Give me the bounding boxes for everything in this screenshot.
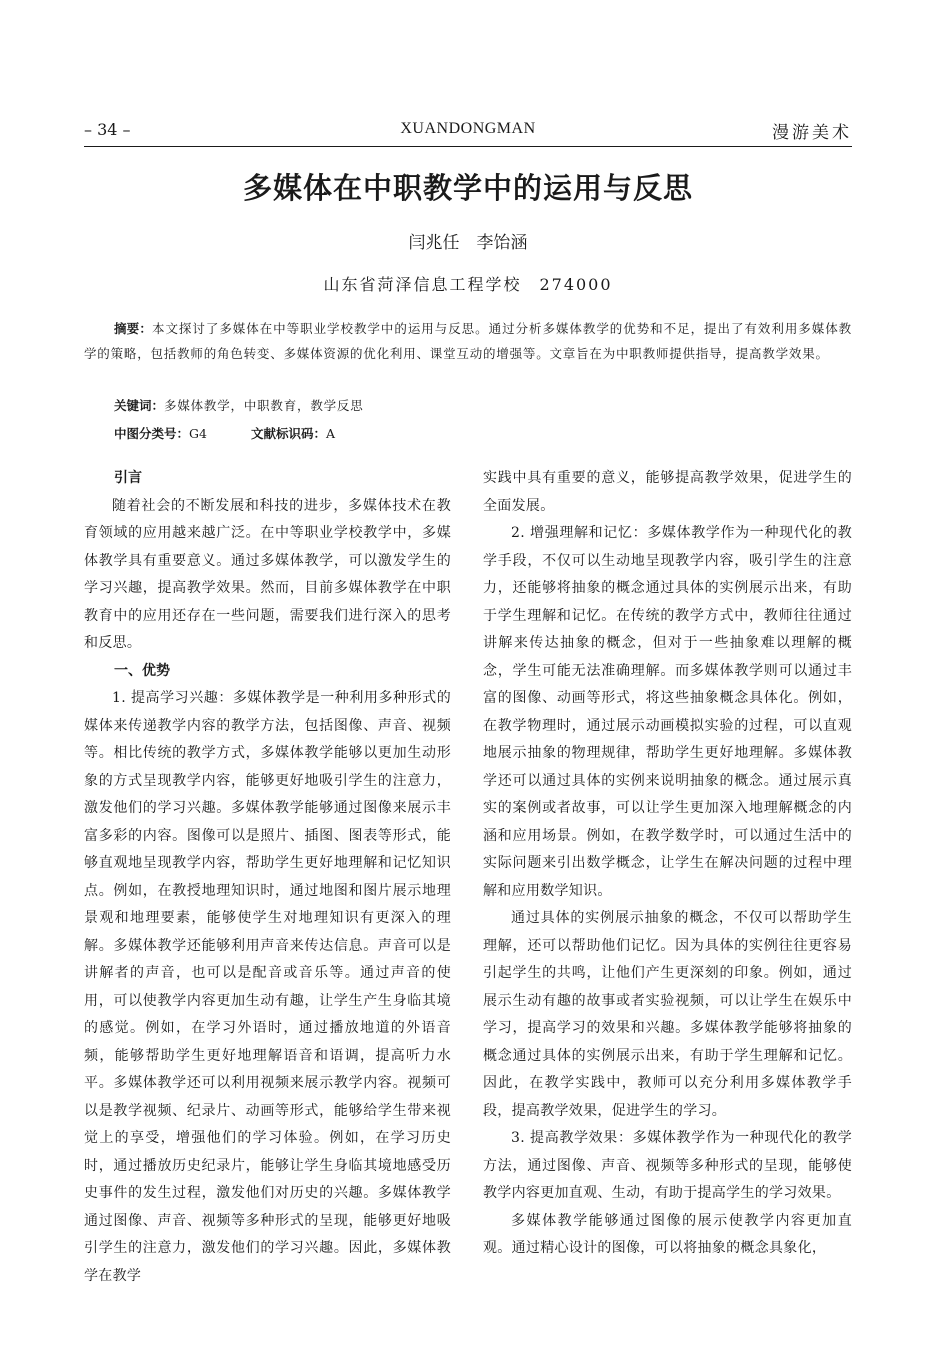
- doc-code-value: A: [325, 426, 336, 441]
- clc-label: 中图分类号：: [114, 426, 190, 441]
- authors: 闫兆任 李饴涵: [408, 233, 528, 253]
- intro-heading: 引言: [114, 470, 142, 486]
- journal-name: XUANDONGMAN: [400, 120, 536, 137]
- right-column: [483, 465, 852, 1263]
- classification-line: [114, 424, 335, 442]
- affiliation: 山东省菏泽信息工程学校 274000: [323, 275, 613, 294]
- keywords-label: 关键词：: [114, 398, 165, 413]
- continuation-paragraph: 实践中具有重要的意义，能够提高教学效果，促进学生的全面发展。: [483, 470, 852, 514]
- point2-paragraph: 2. 增强理解和记忆：多媒体教学作为一种现代化的教学手段，不仅可以生动地呈现教学内容，吸引学生的注意力，还能够将抽象的概念通过具体的实例展示出来，有助于学生理解和记忆。在传统的教学方式中，教师往往通过讲解来传达抽象的概念，但对于一些抽象难以理解的概念，学生可能无法准确理解。而多媒体教学则可以通过丰富的图像、动画等形式，将这些抽象概念具体化。例如，在教学物理时，通过展示动画模拟实验的过程，可以直观地展示抽象的物理规律，帮助学生更好地理解。多媒体教学还可以通过具体的实例来说明抽象的概念。通过展示真实的案例或者故事，可以让学生更加深入地理解概念的内涵和应用场景。例如，在教学数学时，可以通过生活中的实际问题来引出数学概念，让学生在解决问题的过程中理解和应用数学知识。: [483, 525, 852, 899]
- header-rule: [84, 146, 852, 147]
- column-name: 漫游美术: [772, 123, 852, 143]
- page-number: – 34 –: [84, 120, 131, 139]
- point1-paragraph: 1. 提高学习兴趣：多媒体教学是一种利用多种形式的媒体来传递教学内容的教学方法，包括图像、声音、视频等。相比传统的教学方式，多媒体教学能够以更加生动形象的方式呈现教学内容，能够更好地吸引学生的注意力，激发他们的学习兴趣。多媒体教学能够通过图像来展示丰富多彩的内容。图像可以是照片、插图、图表等形式，能够直观地呈现教学内容，帮助学生更好地理解和记忆知识点。例如，在教授地理知识时，通过地图和图片展示地理景观和地理要素，能够使学生对地理知识有更深入的理解。多媒体教学还能够利用声音来传达信息。声音可以是讲解者的声音，也可以是配音或音乐等。通过声音的使用，可以使教学内容更加生动有趣，让学生产生身临其境的感觉。例如，在学习外语时，通过播放地道的外语音频，能够帮助学生更好地理解语音和语调，提高听力水平。多媒体教学还可以利用视频来展示教学内容。视频可以是教学视频、纪录片、动画等形式，能够给学生带来视觉上的享受，增强他们的学习体验。例如，在学习历史时，通过播放历史纪录片，能够让学生身临其境地感受历史事件的发生过程，激发他们对历史的兴趣。多媒体教学通过图像、声音、视频等多种形式的呈现，能够更好地吸引学生的注意力，激发他们的学习兴趣。因此，多媒体教学在教学: [84, 690, 451, 1284]
- point2-paragraph-2: 通过具体的实例展示抽象的概念，不仅可以帮助学生理解，还可以帮助他们记忆。因为具体的实例往往更容易引起学生的共鸣，让他们产生更深刻的印象。例如，通过展示生动有趣的故事或者实验视频，可以让学生在娱乐中学习，提高学习的效果和兴趣。多媒体教学能够将抽象的概念通过具体的实例展示出来，有助于学生理解和记忆。因此，在教学实践中，教师可以充分利用多媒体教学手段，提高教学效果，促进学生的学习。: [483, 910, 852, 1119]
- abstract: [84, 316, 852, 366]
- point3-paragraph-2: 多媒体教学能够通过图像的展示使教学内容更加直观。通过精心设计的图像，可以将抽象的概念具象化，: [483, 1212, 852, 1256]
- clc-value: G4: [189, 426, 207, 441]
- keywords-text: 多媒体教学，中职教育，教学反思: [164, 398, 364, 413]
- running-header: [84, 118, 852, 144]
- abstract-label: 摘要：: [114, 321, 152, 336]
- left-column: [84, 465, 451, 1290]
- doc-code-label: 文献标识码：: [250, 426, 326, 441]
- abstract-text: 本文探讨了多媒体在中等职业学校教学中的运用与反思。通过分析多媒体教学的优势和不足，提出了有效利用多媒体教学的策略，包括教师的角色转变、多媒体资源的优化利用、课堂互动的增强等。文章旨在为中职教师提供指导，提高教学效果。: [84, 321, 852, 361]
- section-heading-advantages: 一、优势: [114, 662, 170, 679]
- keywords: [114, 396, 364, 414]
- intro-paragraph: 随着社会的不断发展和科技的进步，多媒体技术在教育领域的应用越来越广泛。在中等职业学校教学中，多媒体教学具有重要意义。通过多媒体教学，可以激发学生的学习兴趣，提高教学效果。然而，目前多媒体教学在中职教育中的应用还存在一些问题，需要我们进行深入的思考和反思。: [84, 497, 451, 651]
- article-title: 多媒体在中职教学中的运用与反思: [242, 171, 693, 205]
- point3-paragraph: 3. 提高教学效果：多媒体教学作为一种现代化的教学方法，通过图像、声音、视频等多种形式的呈现，能够使教学内容更加直观、生动，有助于提高学生的学习效果。: [483, 1130, 852, 1201]
